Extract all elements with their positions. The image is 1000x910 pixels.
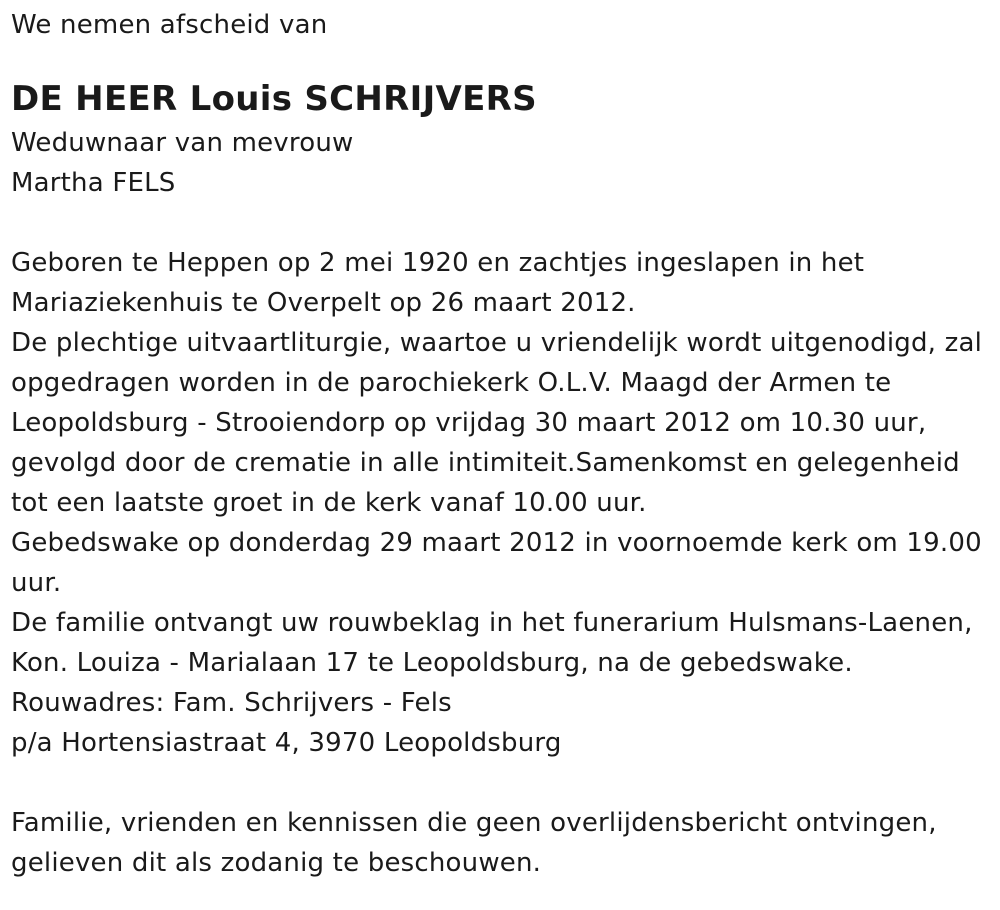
intro-line: We nemen afscheid van xyxy=(11,10,328,40)
spacer xyxy=(11,45,996,75)
body-line: p/a Hortensiastraat 4, 3970 Leopoldsburg xyxy=(11,728,562,758)
deceased-name: DE HEER Louis SCHRIJVERS xyxy=(11,79,537,119)
body-line: uur. xyxy=(11,568,62,598)
body-line: opgedragen worden in de parochiekerk O.L.V. Maagd der Armen te xyxy=(11,368,892,398)
spouse-line-1: Weduwnaar van mevrouw xyxy=(11,128,354,158)
body-line: Geboren te Heppen op 2 mei 1920 en zachtjes ingeslapen in het xyxy=(11,248,865,278)
closing-line: gelieven dit als zodanig te beschouwen. xyxy=(11,848,542,878)
spacer xyxy=(11,763,996,803)
body-line: Mariaziekenhuis te Overpelt op 26 maart 2012. xyxy=(11,288,636,318)
body-line: Kon. Louiza - Marialaan 17 te Leopoldsburg, na de gebedswake. xyxy=(11,648,853,678)
body-line: Leopoldsburg - Strooiendorp op vrijdag 30 maart 2012 om 10.30 uur, xyxy=(11,408,927,438)
body-line: Gebedswake op donderdag 29 maart 2012 in voornoemde kerk om 19.00 xyxy=(11,528,982,558)
body-line: gevolgd door de crematie in alle intimiteit.Samenkomst en gelegenheid xyxy=(11,448,960,478)
body-line: De familie ontvangt uw rouwbeklag in het funerarium Hulsmans-Laenen, xyxy=(11,608,973,638)
body-line: tot een laatste groet in de kerk vanaf 10.00 uur. xyxy=(11,488,647,518)
body-line: Rouwadres: Fam. Schrijvers - Fels xyxy=(11,688,452,718)
spacer xyxy=(11,203,996,243)
closing-line: Familie, vrienden en kennissen die geen overlijdensbericht ontvingen, xyxy=(11,808,937,838)
body-line: De plechtige uitvaartliturgie, waartoe u vriendelijk wordt uitgenodigd, zal xyxy=(11,328,983,358)
spouse-line-2: Martha FELS xyxy=(11,168,176,198)
obituary-notice xyxy=(11,5,996,883)
